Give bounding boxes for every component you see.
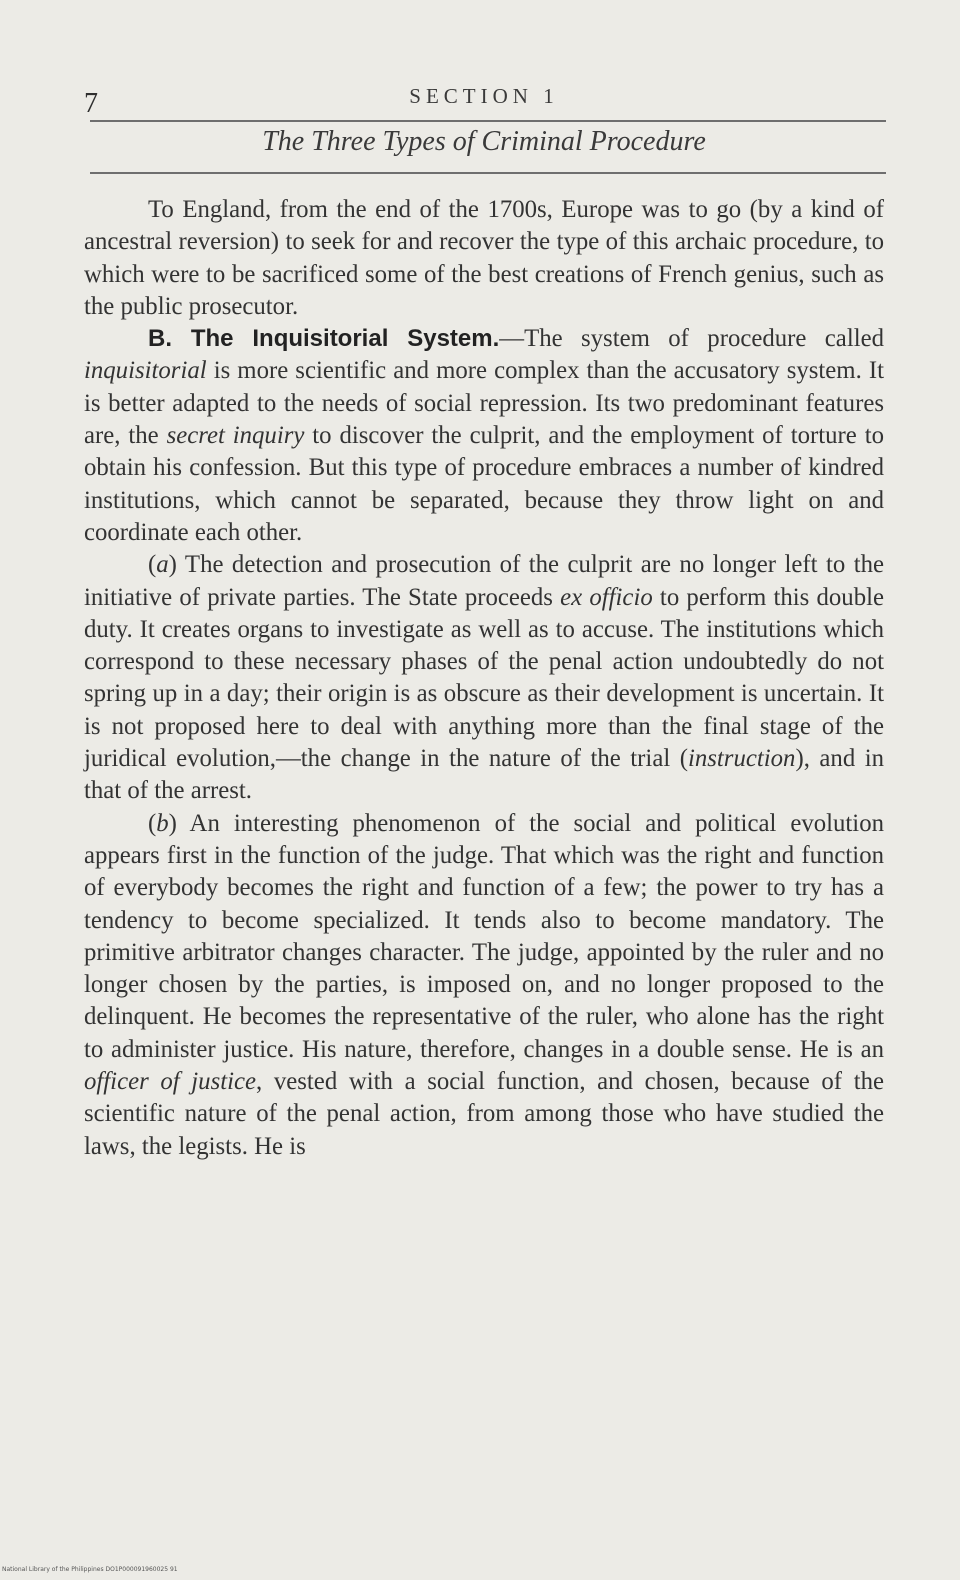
- paragraph-text: ), and in that of the arrest.: [84, 745, 885, 805]
- paragraph-text: —The system of procedure called: [499, 325, 885, 353]
- body-text: [84, 194, 884, 1163]
- paragraph-text: is more scientific and more complex than the accusatory system. It is better adapted to the needs of social repression. Its two predominant features are, the: [84, 357, 884, 450]
- item-label: b: [156, 809, 169, 837]
- italic-term: ex officio: [560, 583, 653, 611]
- paragraph-b: [84, 808, 884, 1163]
- paragraph-text: to perform this double duty. It creates organs to investigate as well as to accuse. The institutions which correspond to these necessary phases of the penal action undoubtedly do not spring up in a day; their origin is as obscure as their development is uncertain. It is not proposed here to deal with anything more than the final stage of the juridical evolution,—the change in the nature of the trial (: [84, 583, 884, 773]
- italic-term: inquisitorial: [84, 357, 207, 385]
- library-stamp: National Library of the Philippines DO1P000091960025 91: [2, 1566, 178, 1573]
- paragraph-inquisitorial-system: [84, 323, 884, 549]
- italic-term: instruction: [687, 745, 796, 773]
- italic-term: secret inquiry: [166, 422, 305, 450]
- item-label: a: [156, 551, 169, 579]
- paragraph-text: to discover the culprit, and the employment of torture to obtain his confession. But this type of procedure embraces a number of kindred institutions, which cannot be separated, because they throw light on and coordinate each other.: [84, 422, 884, 546]
- section-lead-heading: B. The Inquisitorial System.: [148, 325, 500, 353]
- italic-term: officer of justice: [84, 1068, 257, 1096]
- paragraph-england: [84, 194, 884, 323]
- paren-open: (: [148, 551, 157, 579]
- page-number: 7: [84, 88, 98, 119]
- chapter-title: The Three Types of Criminal Procedure: [262, 126, 706, 157]
- running-header: [82, 76, 886, 186]
- paragraph-a: [84, 549, 884, 807]
- paren-open: (: [148, 809, 157, 837]
- paragraph-text: ) The detection and prosecution of the culprit are no longer left to the initiative of private parties. The State proceeds: [84, 551, 884, 611]
- section-heading: SECTION 1: [409, 84, 559, 108]
- header-rule-top: [90, 120, 886, 122]
- header-rule-bottom: [90, 172, 886, 174]
- paragraph-text: To England, from the end of the 1700s, Europe was to go (by a kind of ancestral reversion) to seek for and recover the type of this archaic procedure, to which were to be sacrificed some of the best creations of French genius, such as the public prosecutor.: [84, 196, 884, 320]
- paragraph-text: , vested with a social function, and chosen, because of the scientific nature of the penal action, from among those who have studied the laws, the legists. He is: [84, 1068, 884, 1160]
- paragraph-text: ) An interesting phenomenon of the social and political evolution appears first in the function of the judge. That which was the right and function of everybody becomes the right and function of a few; the power to try has a tendency to become specialized. It tends also to become mandatory. The primitive arbitrator changes character. The judge, appointed by the ruler and no longer chosen by the parties, is imposed on, and no longer proposed to the delinquent. He becomes the representative of the ruler, who alone has the right to administer justice. His nature, therefore, changes in a double sense. He is an: [84, 809, 884, 1063]
